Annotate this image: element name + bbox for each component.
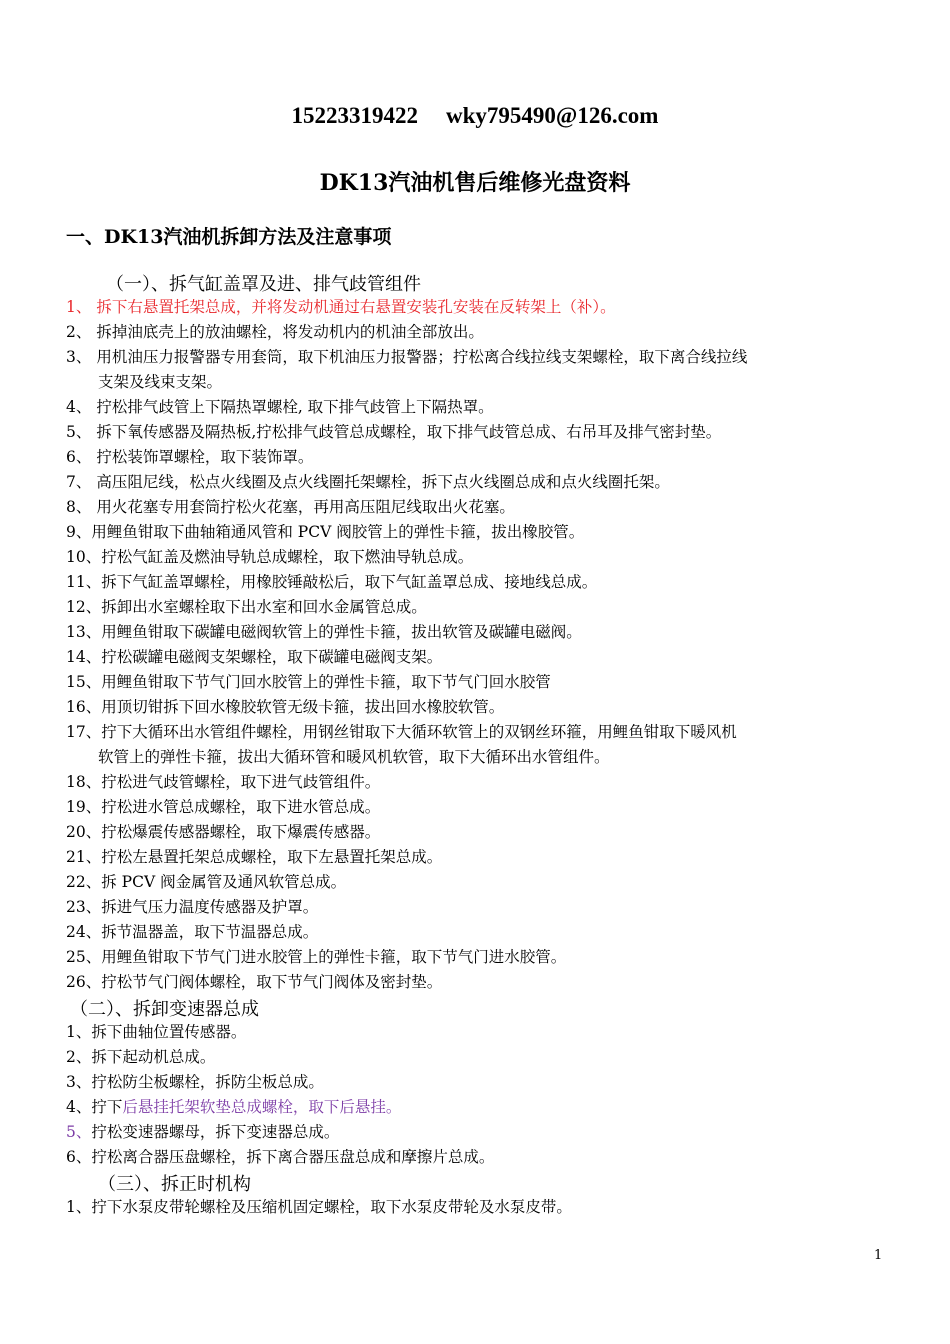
step-number: 5、: [66, 1123, 92, 1141]
step-item: [66, 1121, 339, 1143]
step-number: 12、: [66, 598, 102, 616]
step-item: [66, 1096, 401, 1118]
step-text: 用鲤鱼钳取下节气门回水胶管上的弹性卡箍，取下节气门回水胶管: [101, 673, 551, 691]
step-number: 2、: [66, 323, 92, 341]
step-item: [66, 671, 551, 693]
step-item: [66, 1196, 572, 1218]
step-number: 19、: [66, 798, 102, 816]
step-number: 1、: [66, 1198, 92, 1216]
step-item: [66, 1046, 215, 1068]
step-number: 16、: [66, 698, 102, 716]
step-item: [66, 946, 566, 968]
step-continuation: 支架及线束支架。: [98, 373, 223, 391]
step-text: 拧下: [91, 1098, 123, 1116]
step-item: [66, 296, 616, 318]
step-item: [66, 396, 494, 418]
step-item: [66, 496, 515, 518]
step-number: 7、: [66, 473, 92, 491]
step-number: 13、: [66, 623, 102, 641]
step-text: 拧松气缸盖及燃油导轨总成螺栓，取下燃油导轨总成。: [101, 548, 474, 566]
step-text: 拧松进气歧管螺栓，取下进气歧管组件。: [101, 773, 381, 791]
step-item: [66, 871, 346, 893]
step-item: [66, 1146, 494, 1168]
step-item: [66, 721, 737, 743]
step-text: 拧松进水管总成螺栓，取下进水管总成。: [101, 798, 381, 816]
step-text: 拧松碳罐电磁阀支架螺栓，取下碳罐电磁阀支架。: [101, 648, 443, 666]
step-item: [66, 596, 427, 618]
step-text: 拆卸出水室螺栓取下出水室和回水金属管总成。: [101, 598, 427, 616]
step-number: 2、: [66, 1048, 92, 1066]
step-item: [66, 696, 504, 718]
step-number: 3、: [66, 348, 92, 366]
step-text: 拧下水泵皮带轮螺栓及压缩机固定螺栓，取下水泵皮带轮及水泵皮带。: [91, 1198, 572, 1216]
phone-number: 15223319422: [291, 103, 419, 128]
step-continuation: 软管上的弹性卡箍，拔出大循环管和暖风机软管，取下大循环出水管组件。: [98, 748, 610, 766]
step-item: [66, 846, 442, 868]
step-text: 拧下大循环出水管组件螺栓，用钢丝钳取下大循环软管上的双钢丝环箍，用鲤鱼钳取下暖风机: [101, 723, 737, 741]
step-item: [66, 546, 473, 568]
step-text: 拧松离合器压盘螺栓，拆下离合器压盘总成和摩擦片总成。: [91, 1148, 495, 1166]
step-number: 1、: [66, 298, 92, 316]
step-number: 4、: [66, 398, 92, 416]
part-2-heading: （二）、拆卸变速器总成: [70, 999, 259, 1020]
step-text-highlight: 后悬挂托架软垫总成螺栓，取下后悬挂。: [122, 1098, 402, 1116]
step-text: 拆下右悬置托架总成，并将发动机通过右悬置安装孔安装在反转架上（补）。: [96, 298, 616, 316]
step-text: 拧松变速器螺母，拆下变速器总成。: [91, 1123, 340, 1141]
step-text: 用鲤鱼钳取下节气门进水胶管上的弹性卡箍，取下节气门进水胶管。: [101, 948, 567, 966]
step-item: [66, 321, 484, 343]
step-text: 用鲤鱼钳取下曲轴箱通风管和 PCV 阀胶管上的弹性卡箍，拔出橡胶管。: [91, 523, 585, 541]
step-number: 17、: [66, 723, 102, 741]
step-text: 拧松左悬置托架总成螺栓，取下左悬置托架总成。: [101, 848, 443, 866]
step-text: 拆下氧传感器及隔热板,拧松排气歧管总成螺栓，取下排气歧管总成、右吊耳及排气密封垫。: [96, 423, 722, 441]
step-item: [66, 771, 380, 793]
step-number: 11、: [66, 573, 102, 591]
step-number: 26、: [66, 973, 102, 991]
step-text: 拆下曲轴位置传感器。: [91, 1023, 247, 1041]
step-number: 5、: [66, 423, 92, 441]
step-text: 拧松爆震传感器螺栓，取下爆震传感器。: [101, 823, 381, 841]
step-number: 24、: [66, 923, 102, 941]
step-text: 拆掉油底壳上的放油螺栓，将发动机内的机油全部放出。: [96, 323, 484, 341]
step-number: 4、: [66, 1098, 92, 1116]
part-3-heading: （三）、拆正时机构: [98, 1174, 251, 1195]
step-item: [66, 896, 318, 918]
step-number: 3、: [66, 1073, 92, 1091]
step-item: [66, 346, 747, 368]
step-number: 22、: [66, 873, 102, 891]
step-item: [66, 1021, 246, 1043]
page-number: 1: [874, 1248, 883, 1263]
step-item: [66, 821, 380, 843]
document-title: DK13汽油机售后维修光盘资料: [319, 170, 631, 196]
step-item: [66, 796, 380, 818]
step-number: 6、: [66, 1148, 92, 1166]
step-text: 拆 PCV 阀金属管及通风软管总成。: [101, 873, 347, 891]
step-number: 25、: [66, 948, 102, 966]
step-item: [66, 921, 318, 943]
step-text: 用顶切钳拆下回水橡胶软管无级卡箍，拔出回水橡胶软管。: [101, 698, 505, 716]
part-1-heading: （一）、拆气缸盖罩及进、排气歧管组件: [106, 274, 421, 295]
step-text: 拆下起动机总成。: [91, 1048, 216, 1066]
step-text: 拧松防尘板螺栓，拆防尘板总成。: [91, 1073, 324, 1091]
step-text: 拧松节气门阀体螺栓，取下节气门阀体及密封垫。: [101, 973, 443, 991]
step-item: [66, 421, 721, 443]
step-item: [66, 471, 670, 493]
section-heading: 一、DK13汽油机拆卸方法及注意事项: [66, 226, 392, 248]
step-text: 用火花塞专用套筒拧松火花塞，再用高压阻尼线取出火花塞。: [96, 498, 515, 516]
step-number: 9、: [66, 523, 92, 541]
step-item: [66, 446, 313, 468]
step-text: 拧松装饰罩螺栓，取下装饰罩。: [96, 448, 314, 466]
step-item: [66, 646, 442, 668]
step-number: 21、: [66, 848, 102, 866]
step-text: 拆进气压力温度传感器及护罩。: [101, 898, 319, 916]
step-number: 20、: [66, 823, 102, 841]
step-text: 高压阻尼线，松点火线圈及点火线圈托架螺栓，拆下点火线圈总成和点火线圈托架。: [96, 473, 670, 491]
step-number: 23、: [66, 898, 102, 916]
step-number: 18、: [66, 773, 102, 791]
contact-line: [0, 103, 950, 129]
step-item: [66, 971, 442, 993]
step-item: [66, 521, 584, 543]
step-number: 6、: [66, 448, 92, 466]
step-text: 拧松排气歧管上下隔热罩螺栓, 取下排气歧管上下隔热罩。: [96, 398, 494, 416]
step-text: 用鲤鱼钳取下碳罐电磁阀软管上的弹性卡箍，拔出软管及碳罐电磁阀。: [101, 623, 582, 641]
step-item: [66, 621, 582, 643]
step-number: 1、: [66, 1023, 92, 1041]
step-item: [66, 571, 597, 593]
step-text: 拆下气缸盖罩螺栓，用橡胶锤敲松后，取下气缸盖罩总成、接地线总成。: [101, 573, 598, 591]
step-text: 拆节温器盖，取下节温器总成。: [101, 923, 319, 941]
step-number: 10、: [66, 548, 102, 566]
step-number: 14、: [66, 648, 102, 666]
step-number: 8、: [66, 498, 92, 516]
step-item: [66, 1071, 324, 1093]
step-number: 15、: [66, 673, 102, 691]
step-text: 用机油压力报警器专用套筒，取下机油压力报警器；拧松离合线拉线支架螺栓，取下离合线拉线: [96, 348, 748, 366]
email-address: wky795490@126.com: [446, 103, 659, 128]
